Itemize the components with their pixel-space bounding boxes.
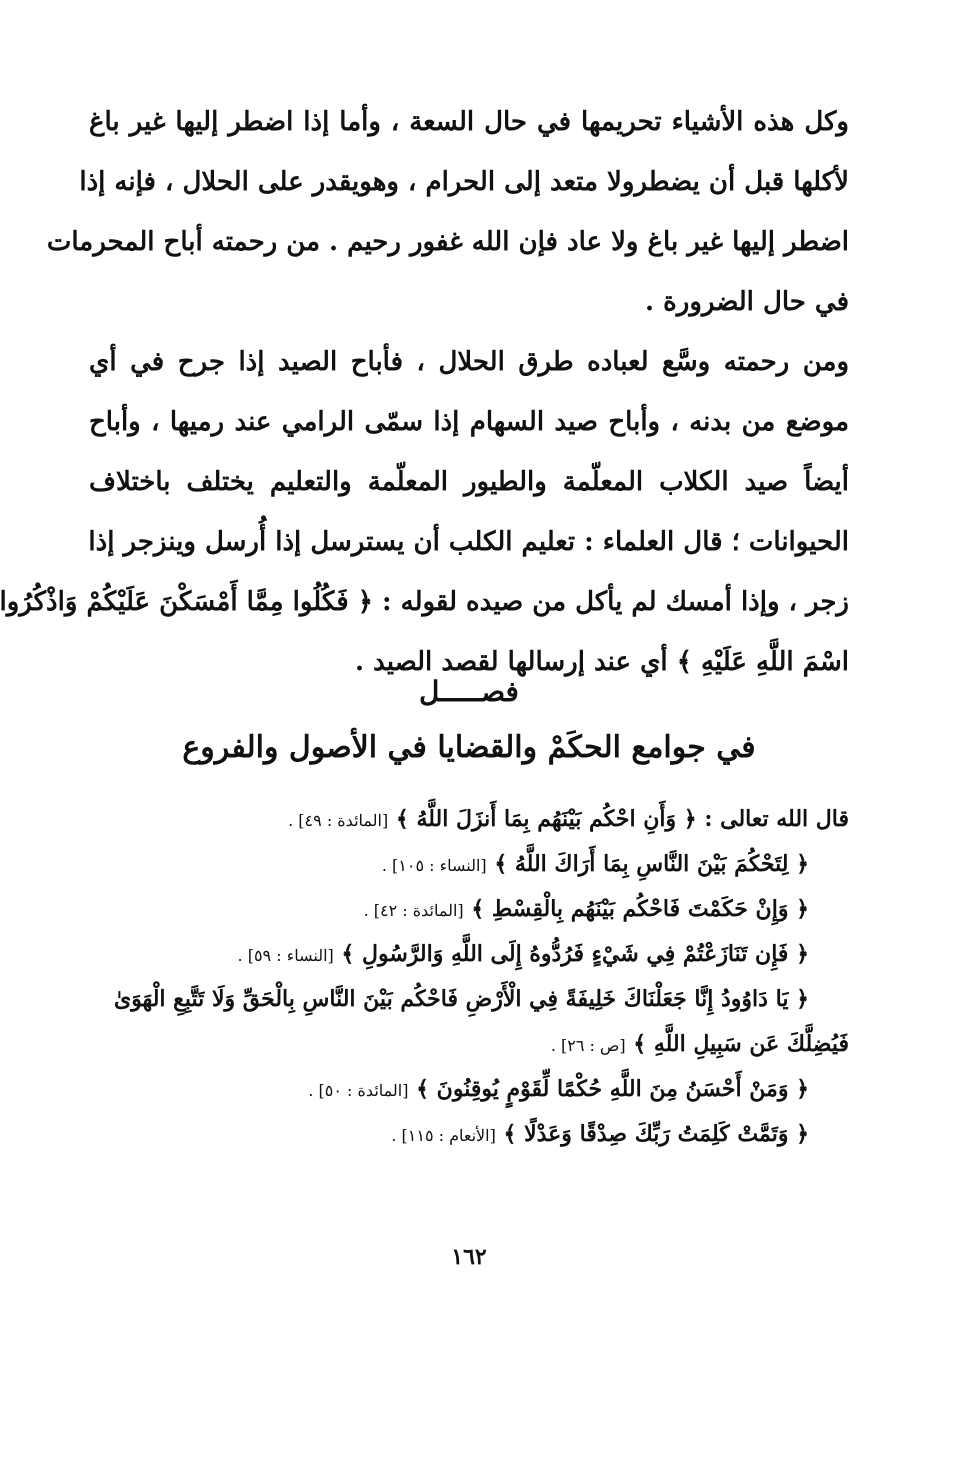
verse-reference: [ص : ٢٦] .	[550, 1036, 626, 1055]
verse-text: قال الله تعالى : ﴿ وَأَنِ احْكُم بَيْنَهُم بِمَا أَنزَلَ اللَّهُ ﴾	[395, 806, 849, 832]
verse-line	[89, 932, 849, 977]
verse-line	[89, 1112, 849, 1157]
verse-text: ﴿ يَا دَاوُودُ إِنَّا جَعَلْنَاكَ خَلِيفَةً فِي الْأَرْضِ فَاحْكُم بَيْنَ النَّاسِ بِالْحَقِّ وَلَا تَتَّبِعِ الْهَوَىٰ	[113, 986, 809, 1012]
verse-text: ﴿ وَإِنْ حَكَمْتَ فَاحْكُم بَيْنَهُم بِالْقِسْطِ ﴾	[471, 896, 809, 922]
verse-reference: [المائدة : ٥٠] .	[308, 1081, 409, 1100]
verse-reference: [الأنعام : ١١٥] .	[391, 1126, 496, 1145]
verse-reference: [النساء : ١٠٥] .	[381, 856, 487, 875]
paragraph-necessity	[46, 92, 849, 332]
verse-line	[89, 797, 849, 842]
verse-text: ﴿ وَمَنْ أَحْسَنُ مِنَ اللَّهِ حُكْمًا لِّقَوْمٍ يُوقِنُونَ ﴾	[416, 1076, 809, 1102]
verse-reference: [المائدة : ٤٢] .	[363, 901, 464, 920]
text-line: زجر ، وإذا أمسك لم يأكل من صيده لقوله : ﴿ فَكُلُوا مِمَّا أَمْسَكْنَ عَلَيْكُمْ وَاذْكُرُوا	[0, 587, 849, 617]
paragraph-hunting	[0, 332, 849, 692]
verse-text: ﴿ لِتَحْكُمَ بَيْنَ النَّاسِ بِمَا أَرَاكَ اللَّهُ ﴾	[494, 851, 809, 877]
verse-reference: [المائدة : ٤٩] .	[288, 811, 389, 830]
verse-text: ﴿ وَتَمَّتْ كَلِمَتُ رَبِّكَ صِدْقًا وَعَدْلًا ﴾	[503, 1121, 809, 1147]
text-line: اسْمَ اللَّهِ عَلَيْهِ ﴾ أي عند إرسالها لقصد الصيد .	[354, 647, 849, 677]
text-line: وكل هذه الأشياء تحريمها في حال السعة ، وأما إذا اضطر إليها غير باغ	[89, 107, 849, 137]
section-label: فصـــــل	[419, 675, 519, 708]
verse-line	[89, 842, 849, 887]
document-page	[0, 92, 849, 1392]
verse-line	[89, 887, 849, 932]
text-line: في حال الضرورة .	[645, 287, 849, 317]
verse-line	[89, 1022, 849, 1067]
text-line: موضع من بدنه ، وأباح صيد السهام إذا سمّى الرامي عند رميها ، وأباح	[89, 407, 849, 437]
text-line: ومن رحمته وسَّع لعباده طرق الحلال ، فأباح الصيد إذا جرح في أي	[89, 347, 849, 377]
section-title: في جوامع الحكَمْ والقضايا في الأصول والفروع	[182, 730, 756, 765]
verse-text: ﴿ فَإِن تَنَازَعْتُمْ فِي شَيْءٍ فَرُدُّوهُ إِلَى اللَّهِ وَالرَّسُولِ ﴾	[341, 941, 809, 967]
verse-text: فَيُضِلَّكَ عَن سَبِيلِ اللَّهِ ﴾	[633, 1031, 849, 1057]
page-number: ١٦٢	[451, 1244, 487, 1270]
text-line: اضطر إليها غير باغ ولا عاد فإن الله غفور رحيم . من رحمته أباح المحرمات	[46, 227, 849, 257]
verses-list	[89, 797, 849, 1157]
verse-reference: [النساء : ٥٩] .	[237, 946, 334, 965]
verse-line	[89, 1067, 849, 1112]
section-heading	[89, 672, 849, 776]
text-line: أيضاً صيد الكلاب المعلّمة والطيور المعلّمة والتعليم يختلف باختلاف	[89, 467, 849, 497]
verse-line	[89, 977, 849, 1022]
text-line: لأكلها قبل أن يضطرولا متعد إلى الحرام ، وهويقدر على الحلال ، فإنه إذا	[79, 167, 849, 197]
text-line: الحيوانات ؛ قال العلماء : تعليم الكلب أن يسترسل إذا أُرسل وينزجر إذا	[88, 527, 849, 557]
